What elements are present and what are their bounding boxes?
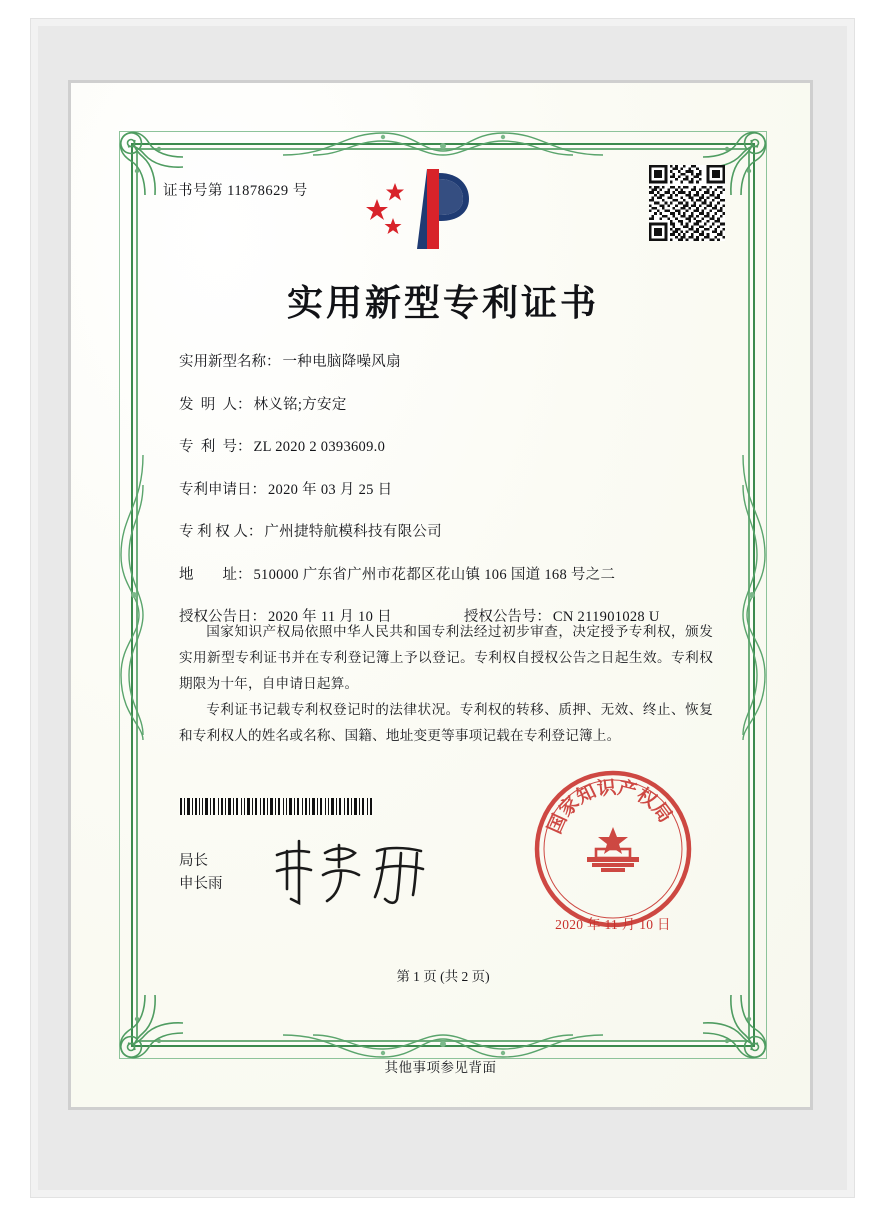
footnote: 其他事项参见背面 bbox=[384, 1060, 497, 1075]
qr-code bbox=[649, 165, 725, 241]
cnipa-logo-icon bbox=[365, 163, 485, 255]
field-label: 专利申请日： bbox=[179, 481, 266, 498]
field-row-utility-model-name bbox=[179, 350, 713, 371]
decorative-border bbox=[131, 143, 755, 1047]
official-seal bbox=[529, 765, 697, 933]
grant-date-value: 2020 年 11 月 10 日 bbox=[268, 609, 392, 625]
barcode bbox=[179, 798, 374, 815]
patent-fields bbox=[179, 350, 713, 648]
grant-date-label: 授权公告日： bbox=[179, 609, 266, 625]
field-row-inventor bbox=[179, 393, 713, 414]
seal-date: 2020 年 11 月 10 日 bbox=[555, 917, 671, 932]
field-label: 专 利 号： bbox=[179, 439, 252, 455]
field-value: 林义铭;方安定 bbox=[253, 396, 347, 413]
certificate-paper bbox=[71, 83, 810, 1107]
edge-ornament-icon bbox=[733, 445, 773, 750]
legal-paragraph-2: 专利证书记载专利权登记时的法律状况。专利权的转移、质押、无效、终止、恢复和专利权人的姓名或名称、国籍、地址变更等事项记载在专利登记簿上。 bbox=[179, 702, 713, 743]
page-indicator: 第 1 页 (共 2 页) bbox=[396, 969, 490, 984]
field-row-patentee bbox=[179, 520, 713, 541]
grant-number-label: 授权公告号： bbox=[463, 609, 551, 625]
field-row-patent-number bbox=[179, 435, 713, 456]
field-label: 实用新型名称： bbox=[179, 354, 281, 370]
page-title: 实用新型专利证书 bbox=[286, 282, 599, 324]
field-label: 发 明 人： bbox=[179, 396, 252, 413]
signature-block bbox=[179, 850, 223, 896]
handwritten-signature-icon bbox=[265, 837, 445, 907]
field-row-application-date bbox=[179, 478, 713, 499]
field-label: 地 址： bbox=[179, 566, 252, 583]
field-row-address bbox=[179, 563, 713, 584]
field-value: 2020 年 03 月 25 日 bbox=[268, 481, 393, 498]
field-value: 510000 广东省广州市花都区花山镇 106 国道 168 号之二 bbox=[253, 566, 616, 583]
field-value: 广州捷特航模科技有限公司 bbox=[264, 524, 442, 540]
grant-number-value: CN 211901028 U bbox=[552, 609, 660, 625]
legal-paragraph-1: 国家知识产权局依照中华人民共和国专利法经过初步审查，决定授予专利权，颁发实用新型专利证书并在专利登记簿上予以登记。专利权自授权公告之日起生效。专利权期限为十年，自申请日起算。 bbox=[179, 624, 713, 691]
field-label: 专 利 权 人： bbox=[179, 524, 263, 540]
field-value: 一种电脑降噪风扇 bbox=[282, 354, 401, 370]
field-value: ZL 2020 2 0393609.0 bbox=[253, 439, 386, 455]
certificate-number: 证书号第 11878629 号 bbox=[163, 183, 308, 199]
director-name: 申长雨 bbox=[179, 876, 223, 892]
svg-text:国家知识产权局: 国家知识产权局 bbox=[543, 776, 677, 838]
edge-ornament-icon bbox=[113, 445, 153, 750]
director-title-label: 局长 bbox=[179, 853, 208, 869]
